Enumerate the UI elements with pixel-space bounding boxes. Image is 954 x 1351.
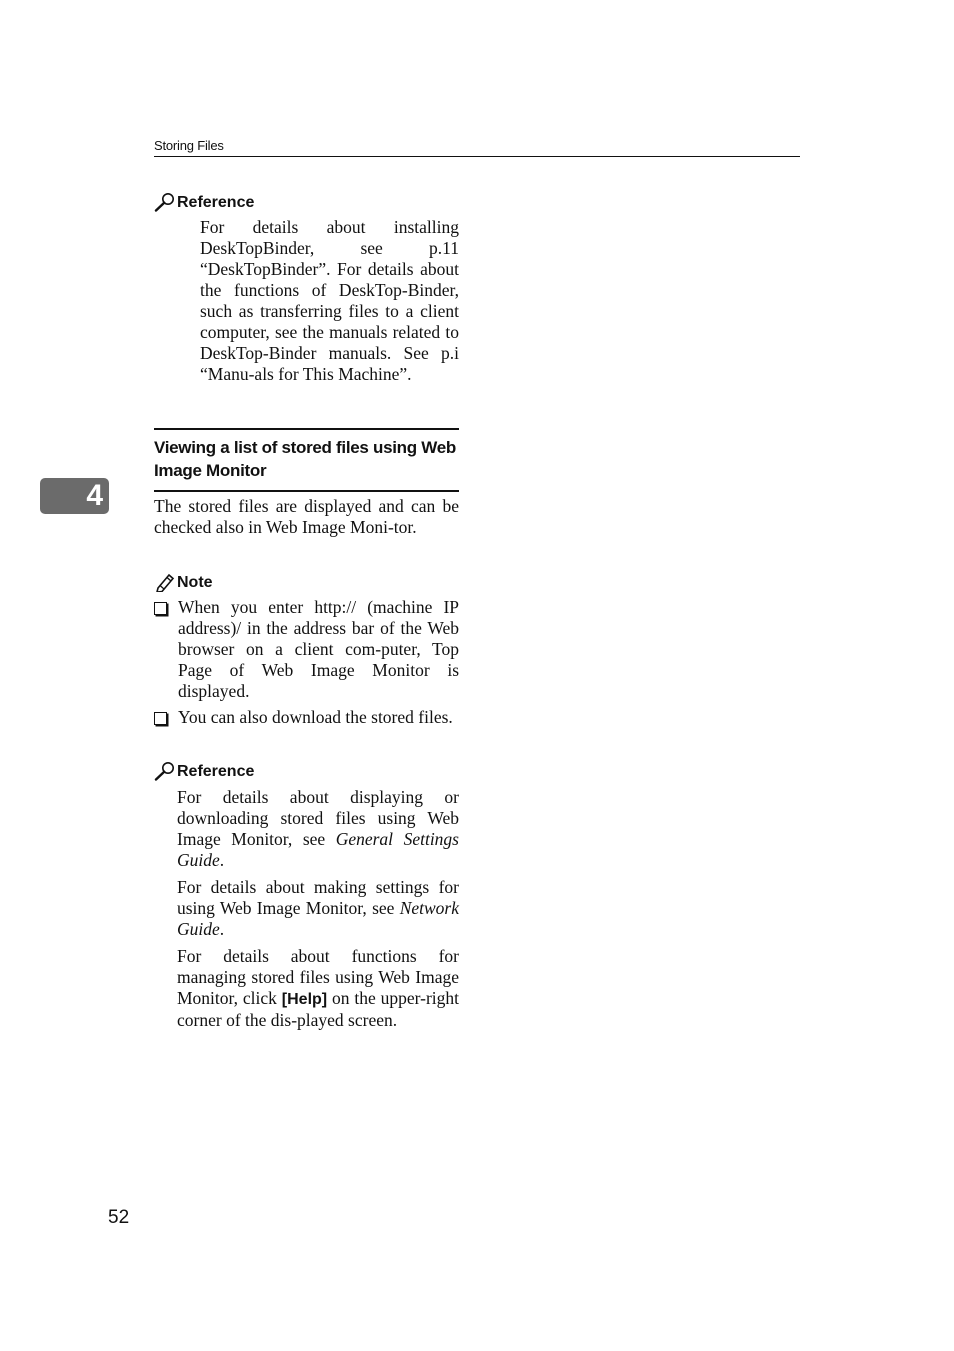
reference-2-p3-text-a: For details about functions for managing stored files using Web Image Monitor, click: [177, 946, 459, 1008]
reference-2-p3-text-b: on the upper-right corner of the dis-played screen.: [177, 988, 459, 1030]
magnifier-icon: [154, 761, 176, 781]
reference-1-label-row: [154, 190, 459, 212]
section-heading: Viewing a list of stored files using Web Image Monitor: [154, 428, 459, 492]
reference-2-paragraph-1: [177, 787, 459, 871]
help-key-label: [Help]: [281, 991, 328, 1008]
network-guide-title: Network Guide: [177, 898, 459, 939]
reference-2-label: Reference: [177, 763, 255, 780]
note-item: [154, 707, 459, 728]
reference-2-p2-text: For details about making settings for using Web Image Monitor, see: [177, 877, 459, 918]
general-settings-guide-title: General Settings Guide: [177, 829, 459, 870]
magnifier-icon: [154, 192, 176, 212]
note-label: Note: [177, 574, 213, 591]
reference-2-paragraph-3: [177, 946, 459, 1031]
note-item-text: You can also download the stored files.: [178, 707, 453, 727]
note-item-text: When you enter http:// (machine IP address)/ in the address bar of the Web browser on a client com-puter, Top Page of Web Image Monitor is displayed.: [178, 597, 459, 701]
reference-2-p1-end: .: [219, 850, 225, 870]
running-header: Storing Files: [154, 138, 800, 157]
reference-2-label-row: [154, 759, 459, 781]
chapter-tab: [40, 478, 109, 514]
page-number: 52: [108, 1207, 130, 1228]
note-item: [154, 597, 459, 702]
reference-1-text: For details about installing DeskTopBinder, see p.11 “DeskTopBinder”. For details about the functions of DeskTop-Binder, such as transferring files to a client computer, see the manuals related to DeskTop-Binder manuals. See p.i “Manu-als for This Machine”.: [200, 217, 459, 384]
checkbox-bullet-icon: [154, 712, 167, 725]
reference-2-p2-end: .: [219, 919, 225, 939]
note-label-row: [154, 570, 459, 592]
reference-2-paragraph-2: [177, 877, 459, 940]
reference-1-label: Reference: [177, 194, 255, 211]
section-intro: The stored files are displayed and can be checked also in Web Image Moni-tor.: [154, 496, 459, 537]
chapter-number: 4: [86, 479, 103, 512]
pencil-icon: [154, 572, 176, 592]
checkbox-bullet-icon: [154, 602, 167, 615]
reference-2-p1-text: For details about displaying or downloading stored files using Web Image Monitor, see: [177, 787, 459, 849]
